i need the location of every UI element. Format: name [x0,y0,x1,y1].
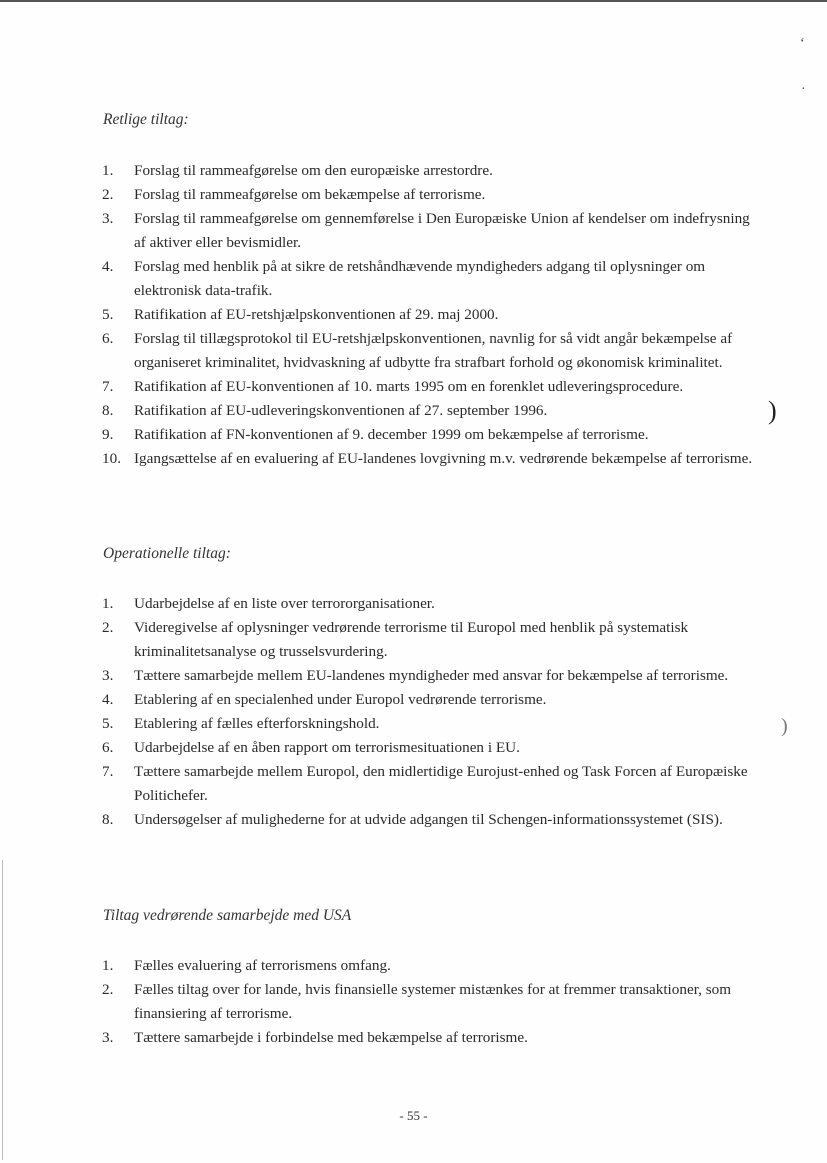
item-number: 6. [102,330,114,347]
item-text: Tættere samarbejde mellem Europol, den midlertidige Eurojust-enhed og Task Forcen af Europæiske Politichefer. [134,763,748,804]
list-item [0,255,764,303]
item-number: 2. [102,186,114,203]
list-item [0,207,764,255]
list-operationelle [0,592,827,832]
item-number: 2. [102,981,114,998]
item-text: Ratifikation af EU-retshjælpskonventionen af 29. maj 2000. [134,306,499,323]
item-number: 1. [102,595,114,612]
item-number: 5. [102,715,114,732]
page-number: - 55 - [399,1108,428,1123]
item-number: 5. [102,306,114,323]
item-text: Udarbejdelse af en åben rapport om terrorismesituationen i EU. [134,739,520,756]
item-number: 1. [102,957,114,974]
list-item [0,447,764,471]
item-number: 8. [102,402,114,419]
margin-bracket-mark: ) [768,396,777,425]
list-item [0,303,764,327]
list-item [0,592,764,616]
scan-speck: · [801,82,806,97]
item-number: 10. [102,450,121,467]
item-text: Forslag med henblik på at sikre de retshåndhævende myndigheders adgang til oplysninger om elektronisk data-trafik. [134,258,706,299]
item-text: Forslag til rammeafgørelse om bekæmpelse af terrorisme. [134,186,486,203]
list-item [0,327,764,375]
item-text: Forslag til rammeafgørelse om den europæiske arrestordre. [134,162,493,179]
item-text: Etablering af fælles efterforskningshold. [134,715,380,732]
item-text: Tættere samarbejde mellem EU-landenes myndigheder med ansvar for bekæmpelse af terrorisme. [134,667,729,684]
section-heading-retlige: Retlige tiltag: [103,111,189,128]
item-text: Undersøgelser af mulighederne for at udvide adgangen til Schengen-informationssystemet (SIS). [134,811,723,828]
item-text: Videregivelse af oplysninger vedrørende terrorisme til Europol med henblik på systematisk kriminalitetsanalyse og trusselsvurdering. [134,619,689,660]
item-text: Forslag til rammeafgørelse om gennemførelse i Den Europæiske Union af kendelser om indefrysning af aktiver eller bevismidler. [134,210,750,251]
section-heading-operationelle: Operationelle tiltag: [103,545,231,562]
item-number: 3. [102,667,114,684]
list-item [0,808,764,832]
list-item [0,616,764,664]
item-text: Udarbejdelse af en liste over terrororganisationer. [134,595,435,612]
item-number: 4. [102,258,114,275]
list-retlige [0,159,827,471]
list-item [0,712,764,736]
list-item [0,375,764,399]
item-number: 2. [102,619,114,636]
item-text: Igangsættelse af en evaluering af EU-landenes lovgivning m.v. vedrørende bekæmpelse af terrorisme. [134,450,753,467]
list-item [0,978,764,1026]
list-item [0,423,764,447]
list-item [0,183,764,207]
item-text: Fælles evaluering af terrorismens omfang. [134,957,391,974]
item-text: Tættere samarbejde i forbindelse med bekæmpelse af terrorisme. [134,1029,528,1046]
item-text: Etablering af en specialenhed under Europol vedrørende terrorisme. [134,691,547,708]
item-number: 7. [102,763,114,780]
margin-bracket-mark: ) [781,715,788,737]
item-number: 8. [102,811,114,828]
item-text: Ratifikation af FN-konventionen af 9. december 1999 om bekæmpelse af terrorisme. [134,426,649,443]
item-number: 9. [102,426,114,443]
list-item [0,159,764,183]
item-number: 3. [102,210,114,227]
list-item [0,399,764,423]
section-heading-usa: Tiltag vedrørende samarbejde med USA [103,907,352,924]
item-text: Ratifikation af EU-konventionen af 10. marts 1995 om en forenklet udleveringsprocedure. [134,378,684,395]
list-item [0,736,764,760]
list-item [0,1026,764,1050]
list-item [0,760,764,808]
scan-speck: ‘ [800,36,805,51]
item-text: Fælles tiltag over for lande, hvis finansielle systemer mistænkes for at fremmer transaktioner, som finansiering af terrorisme. [134,981,732,1022]
item-number: 3. [102,1029,114,1046]
item-number: 4. [102,691,114,708]
list-item [0,688,764,712]
item-number: 6. [102,739,114,756]
item-text: Forslag til tillægsprotokol til EU-retshjælpskonventionen, navnlig for så vidt angår bekæmpelse af organiseret kriminalitet, hvidvaskning af udbytte fra strafbart forhold og økonomisk kriminalitet. [134,330,733,371]
item-number: 1. [102,162,114,179]
item-text: Ratifikation af EU-udleveringskonventionen af 27. september 1996. [134,402,548,419]
list-usa [0,954,827,1050]
item-number: 7. [102,378,114,395]
list-item [0,954,764,978]
list-item [0,664,764,688]
